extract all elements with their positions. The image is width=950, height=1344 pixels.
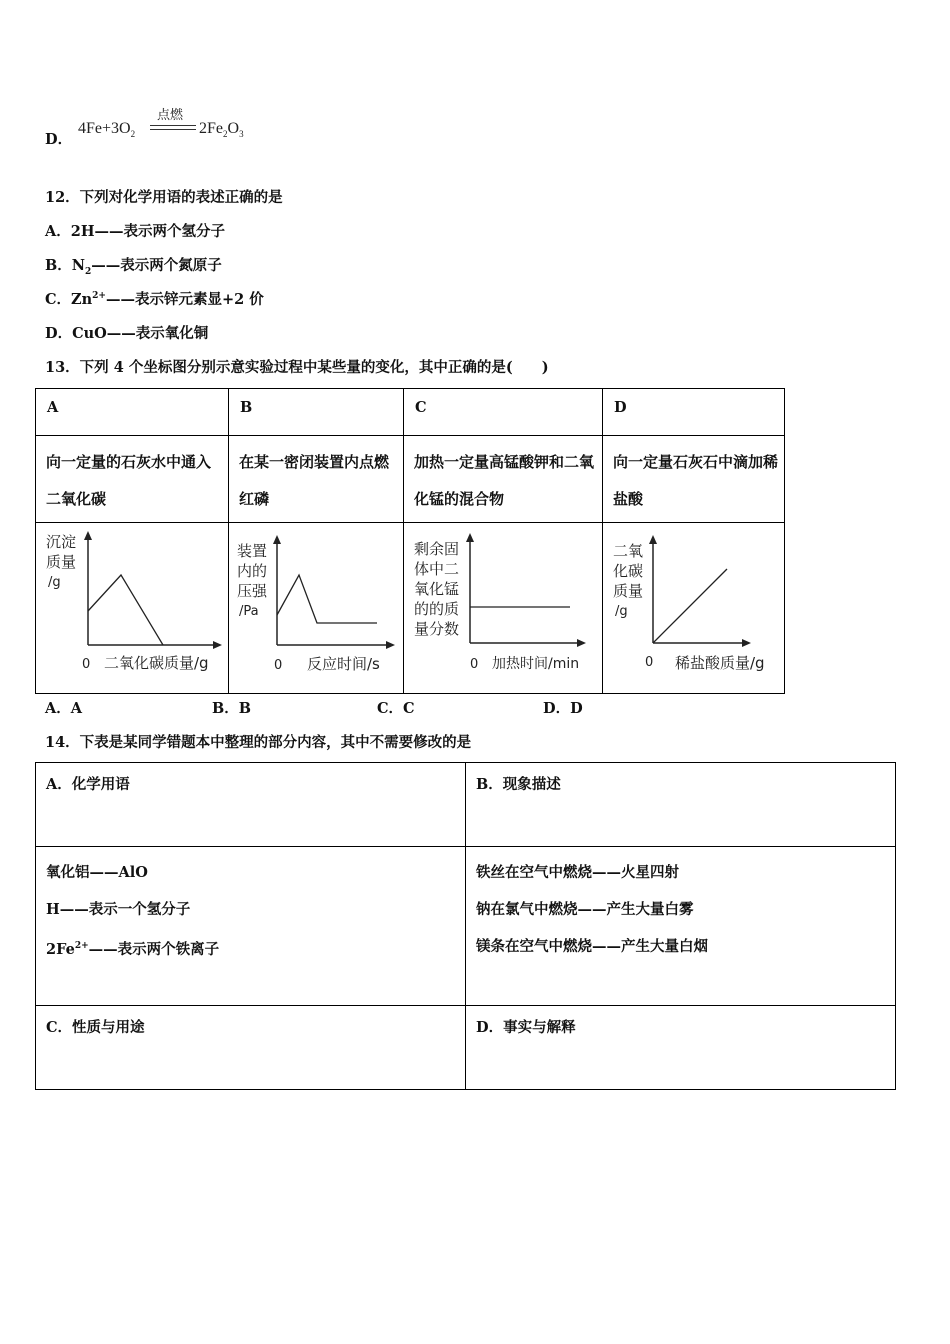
q12-stem: 12．下列对化学用语的表述正确的是 [45, 189, 283, 206]
graph-d-xlabel: 稀盐酸质量/g [675, 654, 765, 672]
graph-d-curve [653, 569, 727, 643]
q12-option-b: B．$N_2——$表示两个氮原子 [45, 257, 222, 277]
y-axis-arrow [84, 531, 92, 540]
x-axis-arrow [213, 641, 222, 649]
q14-a-item-1: 氧化铝——AlO [46, 864, 148, 881]
graph-b-origin: 0 [274, 658, 283, 673]
q12-option-a: A．2H——表示两个氢分子 [45, 223, 226, 240]
q13-choice-a: A．A [45, 700, 83, 717]
graph-a-ylabel-2: 质量 [46, 553, 77, 571]
q11-option-d-label: D． [45, 131, 73, 148]
q12-option-c: C．$Zn^{2+}——$表示锌元素显+2 价 [45, 291, 264, 308]
graph-c-origin: 0 [470, 657, 479, 672]
graph-c-ylabel-2: 体中二 [414, 560, 460, 578]
graph-c-xlabel: 加热时间/min [492, 656, 580, 672]
graph-b-ylabel-3: 压强 [237, 582, 268, 600]
q13-header-d: D [603, 389, 785, 436]
graph-b-ylabel-2: 内的 [237, 562, 268, 580]
q13-header-c: C [404, 389, 603, 436]
q13-graph-d [603, 523, 785, 694]
graph-b-curve [277, 575, 377, 623]
q14-cell-b-title: B．现象描述 [466, 763, 896, 847]
graph-d-origin: 0 [645, 655, 654, 670]
q13-header-b: B [229, 389, 404, 436]
q11-equation-right: $2Fe_2O_3$ [199, 120, 244, 140]
q11-condition: 点燃 [157, 107, 184, 122]
q12-option-d: D．CuO——表示氧化铜 [45, 325, 209, 342]
graph-a-curve [88, 575, 163, 645]
graph-d-ylabel-4: /g [615, 604, 628, 619]
y-axis-arrow [466, 533, 474, 542]
q13-choice-d: D．D [543, 700, 583, 717]
x-axis-arrow [742, 639, 751, 647]
graph-b-xlabel: 反应时间/s [307, 655, 380, 673]
q13-stem: 13．下列 4 个坐标图分别示意实验过程中某些量的变化，其中正确的是( ) [45, 359, 549, 376]
q13-graph-a [36, 523, 229, 694]
equation-double-line-bottom [150, 129, 196, 130]
q13-desc-b: 在某一密闭装置内点燃红磷 [229, 436, 404, 523]
q14-b-item-3: 镁条在空气中燃烧——产生大量白烟 [476, 938, 708, 955]
graph-a-xlabel: 二氧化碳质量/g [104, 654, 209, 672]
q13-choice-c: C．C [377, 700, 415, 717]
q14-cell-b-content [466, 847, 896, 1006]
q13-header-a: A [36, 389, 229, 436]
graph-b-ylabel-4: /Pa [239, 604, 259, 619]
q14-a-item-2: H——表示一个氢分子 [46, 901, 191, 918]
equation-double-line-top [150, 125, 196, 126]
x-axis-arrow [386, 641, 395, 649]
graph-c-ylabel-3: 氧化锰 [414, 580, 460, 598]
q13-desc-c: 加热一定量高锰酸钾和二氧化锰的混合物 [404, 436, 603, 523]
q13-desc-d: 向一定量石灰石中滴加稀盐酸 [603, 436, 785, 523]
q13-table [35, 388, 785, 694]
q14-cell-c-title: C．性质与用途 [36, 1006, 466, 1090]
y-axis-arrow [273, 535, 281, 544]
q14-b-item-2: 钠在氯气中燃烧——产生大量白雾 [476, 901, 694, 918]
y-axis-arrow [649, 535, 657, 544]
graph-a-ylabel-3: /g [48, 575, 61, 590]
graph-d-ylabel-3: 质量 [613, 582, 644, 600]
q11-equation [75, 100, 275, 150]
q14-a-item-3: $2Fe^{2+}——$表示两个铁离子 [46, 940, 220, 958]
graph-d-ylabel-2: 化碳 [613, 562, 644, 580]
q11-equation-left: $4Fe+3O_2$ [78, 120, 136, 140]
q13-graph-c [404, 523, 603, 694]
q13-desc-a: 向一定量的石灰水中通入二氧化碳 [36, 436, 229, 523]
graph-c-ylabel-5: 量分数 [414, 620, 460, 638]
q14-cell-a-content [36, 847, 466, 1006]
graph-a-origin: 0 [82, 657, 91, 672]
graph-a-ylabel-1: 沉淀 [46, 533, 77, 551]
graph-b-ylabel-1: 装置 [237, 542, 268, 560]
graph-c-ylabel-4: 的的质 [414, 600, 460, 618]
q14-table [35, 762, 896, 1090]
q14-b-item-1: 铁丝在空气中燃烧——火星四射 [476, 864, 679, 881]
x-axis-arrow [577, 639, 586, 647]
q14-stem: 14．下表是某同学错题本中整理的部分内容，其中不需要修改的是 [45, 734, 472, 751]
graph-d-ylabel-1: 二氧 [613, 542, 644, 560]
q13-choice-b: B．B [212, 700, 252, 717]
q13-graph-b [229, 523, 404, 694]
q14-cell-a-title: A．化学用语 [36, 763, 466, 847]
q14-cell-d-title: D．事实与解释 [466, 1006, 896, 1090]
graph-c-ylabel-1: 剩余固 [414, 540, 460, 558]
